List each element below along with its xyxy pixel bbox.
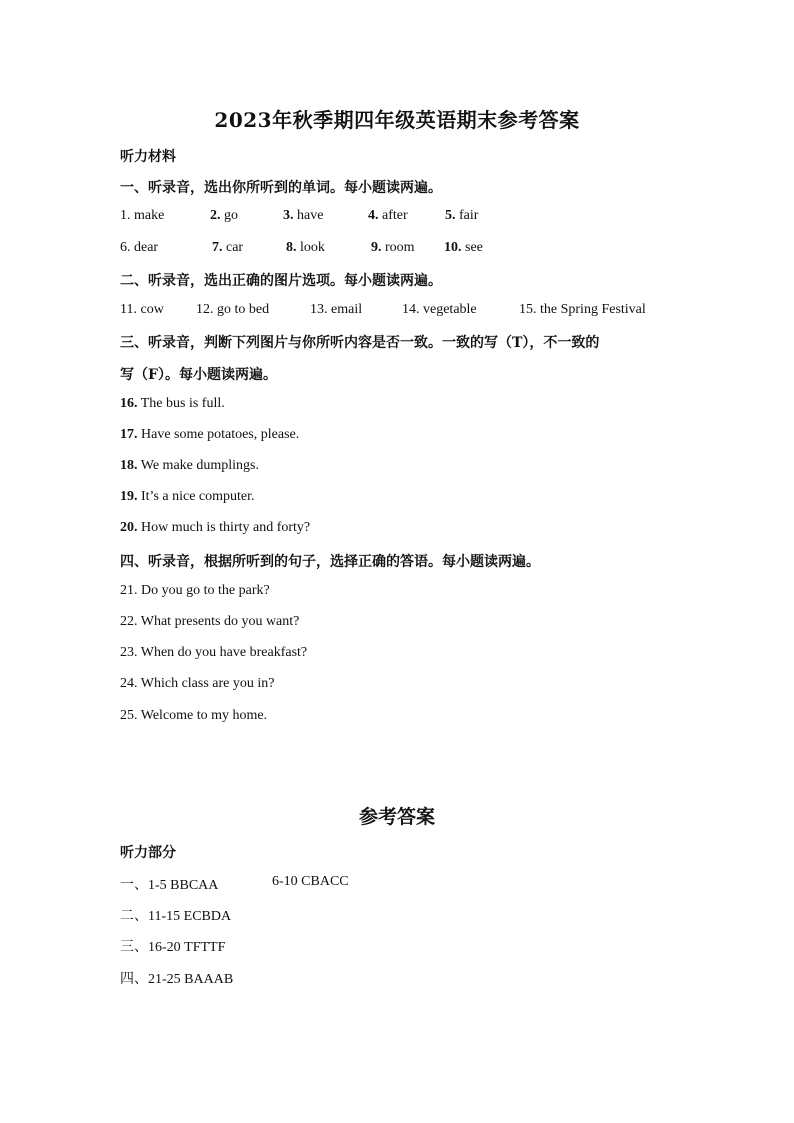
item-number: 17. (120, 427, 138, 442)
item-word: dear (134, 240, 159, 255)
part3-item-19 (120, 489, 255, 505)
item-text: It’s a nice computer. (141, 489, 255, 504)
item-number: 5. (445, 208, 456, 223)
part2-item-12: 12. go to bed (196, 302, 270, 317)
part3-heading-line2: 写（F）。每小题读两遍。 (120, 367, 277, 383)
item-number: 18. (120, 458, 138, 473)
page-title: 2023年秋季期四年级英语期末参考答案 (214, 108, 580, 132)
part1-item-1 (120, 208, 164, 224)
part4-item-24: 24. Which class are you in? (120, 676, 275, 691)
part4-item-21: 21. Do you go to the park? (120, 583, 270, 598)
item-number: 4. (368, 208, 379, 223)
answer-line-3: 三、16-20 TFTTF (120, 940, 226, 955)
part1-item-9 (371, 240, 415, 256)
answer-line-4: 四、21-25 BAAAB (120, 972, 234, 987)
item-word: room (385, 240, 415, 255)
item-word: have (297, 208, 324, 223)
item-number: 16. (120, 396, 138, 411)
part4-heading: 四、听录音，根据所听到的句子，选择正确的答语。每小题读两遍。 (120, 554, 540, 570)
part3-item-20 (120, 520, 310, 536)
part1-item-10 (444, 240, 483, 256)
item-text: Have some potatoes, please. (141, 427, 300, 442)
item-word: see (465, 240, 483, 255)
part3-item-17 (120, 427, 299, 443)
answers-heading: 听力部分 (120, 845, 176, 861)
item-text: We make dumplings. (140, 458, 259, 473)
item-number: 10. (444, 240, 462, 255)
part4-item-25: 25. Welcome to my home. (120, 708, 268, 723)
part1-heading: 一、听录音，选出你所听到的单词。每小题读两遍。 (120, 180, 442, 196)
item-number: 8. (286, 240, 297, 255)
part4-item-23: 23. When do you have breakfast? (120, 645, 308, 660)
item-word: after (382, 208, 408, 223)
item-word: car (226, 240, 244, 255)
answer-line-1b: 6-10 CBACC (272, 874, 349, 889)
item-word: make (134, 208, 165, 223)
part2-item-14: 14. vegetable (402, 302, 477, 317)
part2-item-15: 15. the Spring Festival (519, 302, 646, 317)
part1-item-4 (368, 208, 408, 224)
part3-heading-line1: 三、听录音，判断下列图片与你所听内容是否一致。一致的写（T），不一致的 (120, 335, 600, 351)
item-number: 9. (371, 240, 382, 255)
item-number: 2. (210, 208, 221, 223)
part1-item-5 (445, 208, 478, 224)
item-number: 20. (120, 520, 138, 535)
answer-line-1a: 一、1-5 BBCAA (120, 878, 219, 893)
answers-title: 参考答案 (358, 806, 435, 828)
item-number: 1. (120, 208, 131, 223)
part2-item-11: 11. cow (120, 302, 164, 317)
part3-item-16 (120, 396, 225, 412)
item-text: The bus is full. (140, 396, 225, 411)
part1-item-7 (212, 240, 243, 256)
part1-item-6 (120, 240, 158, 256)
item-word: go (224, 208, 238, 223)
part1-item-3 (283, 208, 323, 224)
answer-line-2: 二、11-15 ECBDA (120, 909, 232, 924)
part2-item-13: 13. email (310, 302, 363, 317)
item-text: How much is thirty and forty? (141, 520, 311, 535)
part1-item-8 (286, 240, 325, 256)
item-word: fair (459, 208, 479, 223)
item-number: 3. (283, 208, 294, 223)
item-number: 19. (120, 489, 138, 504)
item-number: 6. (120, 240, 131, 255)
part1-item-2 (210, 208, 238, 224)
item-word: look (300, 240, 325, 255)
part3-item-18 (120, 458, 259, 474)
listening-material-heading: 听力材料 (120, 149, 176, 165)
item-number: 7. (212, 240, 223, 255)
part2-heading: 二、听录音，选出正确的图片选项。每小题读两遍。 (120, 273, 442, 289)
part4-item-22: 22. What presents do you want? (120, 614, 300, 629)
